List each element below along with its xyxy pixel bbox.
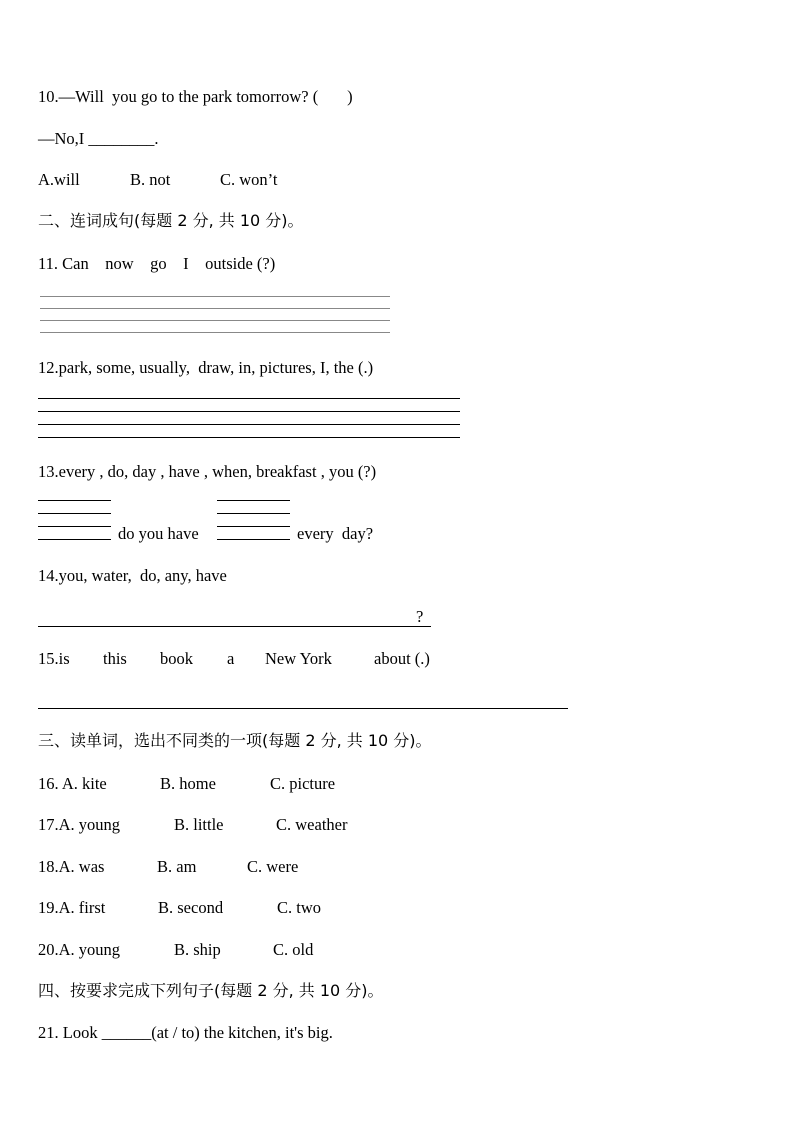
q15-word: book: [160, 649, 193, 668]
option-a: 17.A. young: [38, 815, 121, 834]
option-c: C. old: [273, 940, 314, 959]
q10-answer: —No,I ________.: [38, 129, 159, 148]
q10-question: 10.—Will you go to the park tomorrow? ( ): [38, 87, 353, 106]
option-b: B. am: [157, 857, 197, 876]
section3-heading: 三、读单词，选出不同类的一项(每题 2 分, 共 10 分)。: [38, 731, 432, 750]
option-a: 19.A. first: [38, 898, 106, 917]
q13-prompt: 13.every , do, day , have , when, breakfast , you (?): [38, 462, 377, 481]
q15-word: New York: [265, 649, 332, 668]
q14-prompt: 14.you, water, do, any, have: [38, 566, 227, 585]
option-a: 16. A. kite: [38, 774, 107, 793]
q21-prompt: 21. Look ______(at / to) the kitchen, it's big.: [38, 1023, 333, 1042]
q10-option-a: A.will: [38, 170, 80, 189]
option-a: 20.A. young: [38, 940, 121, 959]
q13-middle-text: do you have: [118, 524, 199, 543]
q15-word: a: [227, 649, 235, 668]
q15-word: 15.is: [38, 649, 70, 668]
q11-prompt: 11. Can now go I outside (?): [38, 254, 276, 273]
option-c: C. two: [277, 898, 322, 917]
option-b: B. ship: [174, 940, 221, 959]
option-c: C. were: [247, 857, 299, 876]
q15-answer-line: [38, 708, 568, 709]
option-c: C. picture: [270, 774, 336, 793]
section2-heading: 二、连词成句(每题 2 分, 共 10 分)。: [38, 211, 304, 230]
option-c: C. weather: [276, 815, 348, 834]
option-b: B. home: [160, 774, 216, 793]
section4-heading: 四、按要求完成下列句子(每题 2 分, 共 10 分)。: [38, 981, 384, 1000]
q12-prompt: 12.park, some, usually, draw, in, pictures, I, the (.): [38, 358, 374, 377]
q15-word: about (.): [374, 649, 430, 668]
q14-question-mark: ?: [416, 607, 424, 626]
option-a: 18.A. was: [38, 857, 105, 876]
q10-option-b: B. not: [130, 170, 171, 189]
q14-answer-line: [38, 626, 431, 627]
option-b: B. little: [174, 815, 224, 834]
option-b: B. second: [158, 898, 224, 917]
q10-option-c: C. won’t: [220, 170, 278, 189]
q15-word: this: [103, 649, 127, 668]
q13-end-text: every day?: [297, 524, 374, 543]
